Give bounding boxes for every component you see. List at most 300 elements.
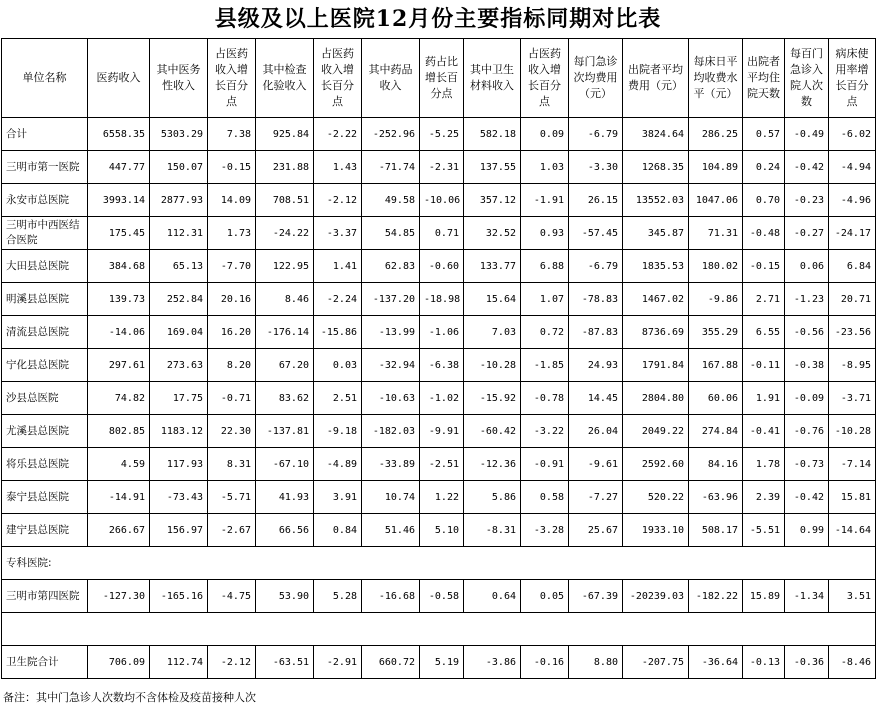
row-label: 明溪县总医院 — [2, 283, 88, 316]
cell-value: -15.86 — [314, 316, 362, 349]
empty-cell — [88, 613, 150, 646]
cell-value: 7.03 — [464, 316, 521, 349]
empty-cell — [150, 547, 208, 580]
cell-value: -1.91 — [521, 184, 569, 217]
cell-value: 167.88 — [689, 349, 743, 382]
cell-value: 357.12 — [464, 184, 521, 217]
row-label: 卫生院合计 — [2, 646, 88, 679]
empty-cell — [88, 547, 150, 580]
cell-value: 0.06 — [785, 250, 829, 283]
cell-value: -10.63 — [362, 382, 420, 415]
cell-value: -1.23 — [785, 283, 829, 316]
row-label: 三明市第一医院 — [2, 151, 88, 184]
cell-value: 708.51 — [256, 184, 314, 217]
empty-cell — [743, 547, 785, 580]
cell-value: 3993.14 — [88, 184, 150, 217]
cell-value: 252.84 — [150, 283, 208, 316]
cell-value: -23.56 — [829, 316, 876, 349]
cell-value: -12.36 — [464, 448, 521, 481]
cell-value: -0.49 — [785, 118, 829, 151]
cell-value: 104.89 — [689, 151, 743, 184]
cell-value: 133.77 — [464, 250, 521, 283]
empty-cell — [314, 613, 362, 646]
cell-value: -67.39 — [569, 580, 623, 613]
cell-value: 0.24 — [743, 151, 785, 184]
cell-value: -2.51 — [420, 448, 464, 481]
cell-value: 0.58 — [521, 481, 569, 514]
cell-value: -3.86 — [464, 646, 521, 679]
row-label: 宁化县总医院 — [2, 349, 88, 382]
empty-cell — [569, 547, 623, 580]
cell-value: 231.88 — [256, 151, 314, 184]
cell-value: 175.45 — [88, 217, 150, 250]
empty-cell — [521, 547, 569, 580]
cell-value: 4.59 — [88, 448, 150, 481]
cell-value: 150.07 — [150, 151, 208, 184]
cell-value: -10.28 — [829, 415, 876, 448]
cell-value: 0.84 — [314, 514, 362, 547]
cell-value: -8.46 — [829, 646, 876, 679]
table-row — [2, 415, 876, 448]
cell-value: 6.55 — [743, 316, 785, 349]
cell-value: -7.14 — [829, 448, 876, 481]
cell-value: -32.94 — [362, 349, 420, 382]
cell-value: -0.91 — [521, 448, 569, 481]
cell-value: -0.58 — [420, 580, 464, 613]
table-row — [2, 316, 876, 349]
cell-value: -2.91 — [314, 646, 362, 679]
column-header: 医药收入 — [88, 39, 150, 118]
cell-value: 2.51 — [314, 382, 362, 415]
cell-value: 3.51 — [829, 580, 876, 613]
cell-value: -3.37 — [314, 217, 362, 250]
cell-value: -10.06 — [420, 184, 464, 217]
cell-value: -182.22 — [689, 580, 743, 613]
cell-value: -176.14 — [256, 316, 314, 349]
empty-cell — [464, 547, 521, 580]
cell-value: 169.04 — [150, 316, 208, 349]
cell-value: -1.34 — [785, 580, 829, 613]
cell-value: -57.45 — [569, 217, 623, 250]
row-label: 三明市中西医结合医院 — [2, 217, 88, 250]
table-row — [2, 118, 876, 151]
cell-value: -14.64 — [829, 514, 876, 547]
empty-cell — [150, 613, 208, 646]
cell-value: -0.11 — [743, 349, 785, 382]
cell-value: 925.84 — [256, 118, 314, 151]
cell-value: -0.71 — [208, 382, 256, 415]
empty-cell — [2, 613, 88, 646]
row-label: 三明市第四医院 — [2, 580, 88, 613]
column-header: 单位名称 — [2, 39, 88, 118]
cell-value: 112.74 — [150, 646, 208, 679]
cell-value: 274.84 — [689, 415, 743, 448]
cell-value: -63.51 — [256, 646, 314, 679]
cell-value: 8.31 — [208, 448, 256, 481]
cell-value: -0.41 — [743, 415, 785, 448]
cell-value: 1.43 — [314, 151, 362, 184]
cell-value: 5.10 — [420, 514, 464, 547]
indicator-table — [1, 38, 876, 679]
cell-value: 15.64 — [464, 283, 521, 316]
cell-value: 1467.02 — [623, 283, 689, 316]
cell-value: -2.67 — [208, 514, 256, 547]
row-label: 清流县总医院 — [2, 316, 88, 349]
cell-value: -3.22 — [521, 415, 569, 448]
cell-value: -2.12 — [314, 184, 362, 217]
empty-cell — [420, 613, 464, 646]
cell-value: -15.92 — [464, 382, 521, 415]
cell-value: -2.24 — [314, 283, 362, 316]
cell-value: -9.91 — [420, 415, 464, 448]
cell-value: -6.79 — [569, 250, 623, 283]
cell-value: 6.88 — [521, 250, 569, 283]
cell-value: -9.61 — [569, 448, 623, 481]
empty-cell — [743, 613, 785, 646]
cell-value: 5.86 — [464, 481, 521, 514]
cell-value: 520.22 — [623, 481, 689, 514]
cell-value: -3.71 — [829, 382, 876, 415]
cell-value: -60.42 — [464, 415, 521, 448]
cell-value: -67.10 — [256, 448, 314, 481]
cell-value: 706.09 — [88, 646, 150, 679]
cell-value: 10.74 — [362, 481, 420, 514]
cell-value: 8.20 — [208, 349, 256, 382]
cell-value: 1933.10 — [623, 514, 689, 547]
cell-value: -0.15 — [208, 151, 256, 184]
cell-value: -0.42 — [785, 151, 829, 184]
cell-value: -2.31 — [420, 151, 464, 184]
footnote: 备注：其中门急诊人次数均不含体检及疫苗接种人次 — [3, 691, 256, 704]
cell-value: 2804.80 — [623, 382, 689, 415]
column-header: 其中卫生材料收入 — [464, 39, 521, 118]
header-row — [2, 39, 876, 118]
cell-value: -6.38 — [420, 349, 464, 382]
cell-value: -78.83 — [569, 283, 623, 316]
cell-value: -3.30 — [569, 151, 623, 184]
cell-value: 297.61 — [88, 349, 150, 382]
cell-value: 1835.53 — [623, 250, 689, 283]
cell-value: 16.20 — [208, 316, 256, 349]
empty-cell — [689, 613, 743, 646]
cell-value: 24.93 — [569, 349, 623, 382]
cell-value: 156.97 — [150, 514, 208, 547]
cell-value: 8.80 — [569, 646, 623, 679]
cell-value: 22.30 — [208, 415, 256, 448]
cell-value: 139.73 — [88, 283, 150, 316]
cell-value: 62.83 — [362, 250, 420, 283]
cell-value: 60.06 — [689, 382, 743, 415]
table-row — [2, 217, 876, 250]
cell-value: 0.57 — [743, 118, 785, 151]
cell-value: 53.90 — [256, 580, 314, 613]
cell-value: -0.38 — [785, 349, 829, 382]
cell-value: 122.95 — [256, 250, 314, 283]
cell-value: -127.30 — [88, 580, 150, 613]
cell-value: -71.74 — [362, 151, 420, 184]
cell-value: 384.68 — [88, 250, 150, 283]
cell-value: 137.55 — [464, 151, 521, 184]
table-row — [2, 250, 876, 283]
cell-value: 5.28 — [314, 580, 362, 613]
spacer-row — [2, 613, 876, 646]
column-header: 其中检查化验收入 — [256, 39, 314, 118]
cell-value: 0.05 — [521, 580, 569, 613]
empty-cell — [362, 613, 420, 646]
empty-cell — [785, 547, 829, 580]
row-label: 合计 — [2, 118, 88, 151]
cell-value: -2.22 — [314, 118, 362, 151]
empty-cell — [314, 547, 362, 580]
cell-value: 2.71 — [743, 283, 785, 316]
cell-value: 2.39 — [743, 481, 785, 514]
cell-value: 20.16 — [208, 283, 256, 316]
column-header: 其中医务性收入 — [150, 39, 208, 118]
cell-value: 0.72 — [521, 316, 569, 349]
empty-cell — [464, 613, 521, 646]
cell-value: -14.91 — [88, 481, 150, 514]
cell-value: 0.99 — [785, 514, 829, 547]
table-row — [2, 283, 876, 316]
table-row — [2, 382, 876, 415]
cell-value: 51.46 — [362, 514, 420, 547]
row-label: 大田县总医院 — [2, 250, 88, 283]
cell-value: 66.56 — [256, 514, 314, 547]
empty-cell — [208, 613, 256, 646]
cell-value: 1.07 — [521, 283, 569, 316]
row-label: 沙县总医院 — [2, 382, 88, 415]
cell-value: -63.96 — [689, 481, 743, 514]
column-header: 占医药收入增长百分点 — [208, 39, 256, 118]
cell-value: -1.02 — [420, 382, 464, 415]
cell-value: -0.23 — [785, 184, 829, 217]
cell-value: -0.13 — [743, 646, 785, 679]
cell-value: -10.28 — [464, 349, 521, 382]
cell-value: 49.58 — [362, 184, 420, 217]
cell-value: -24.22 — [256, 217, 314, 250]
cell-value: 0.71 — [420, 217, 464, 250]
cell-value: 1.78 — [743, 448, 785, 481]
cell-value: 74.82 — [88, 382, 150, 415]
empty-cell — [521, 613, 569, 646]
table-row — [2, 151, 876, 184]
cell-value: 14.45 — [569, 382, 623, 415]
cell-value: 8.46 — [256, 283, 314, 316]
row-label: 建宁县总医院 — [2, 514, 88, 547]
specialty-hospital-row — [2, 580, 876, 613]
cell-value: -5.25 — [420, 118, 464, 151]
empty-cell — [785, 613, 829, 646]
cell-value: 3824.64 — [623, 118, 689, 151]
cell-value: -0.09 — [785, 382, 829, 415]
cell-value: -2.12 — [208, 646, 256, 679]
row-label: 尤溪县总医院 — [2, 415, 88, 448]
cell-value: 26.15 — [569, 184, 623, 217]
cell-value: -252.96 — [362, 118, 420, 151]
cell-value: -4.89 — [314, 448, 362, 481]
empty-cell — [569, 613, 623, 646]
cell-value: -33.89 — [362, 448, 420, 481]
empty-cell — [256, 613, 314, 646]
cell-value: 26.04 — [569, 415, 623, 448]
cell-value: -137.20 — [362, 283, 420, 316]
cell-value: -0.73 — [785, 448, 829, 481]
cell-value: 83.62 — [256, 382, 314, 415]
cell-value: -20239.03 — [623, 580, 689, 613]
table-row — [2, 514, 876, 547]
cell-value: -0.78 — [521, 382, 569, 415]
cell-value: 14.09 — [208, 184, 256, 217]
cell-value: 25.67 — [569, 514, 623, 547]
cell-value: 0.70 — [743, 184, 785, 217]
column-header: 每百门急诊入院人次数 — [785, 39, 829, 118]
cell-value: 355.29 — [689, 316, 743, 349]
cell-value: 1047.06 — [689, 184, 743, 217]
cell-value: -18.98 — [420, 283, 464, 316]
cell-value: 1791.84 — [623, 349, 689, 382]
cell-value: 345.87 — [623, 217, 689, 250]
cell-value: 286.25 — [689, 118, 743, 151]
cell-value: -0.48 — [743, 217, 785, 250]
column-header: 其中药品收入 — [362, 39, 420, 118]
cell-value: -36.64 — [689, 646, 743, 679]
cell-value: -8.95 — [829, 349, 876, 382]
cell-value: 71.31 — [689, 217, 743, 250]
cell-value: 54.85 — [362, 217, 420, 250]
cell-value: 8736.69 — [623, 316, 689, 349]
cell-value: -4.94 — [829, 151, 876, 184]
cell-value: -207.75 — [623, 646, 689, 679]
empty-cell — [829, 613, 876, 646]
cell-value: 1.73 — [208, 217, 256, 250]
cell-value: 67.20 — [256, 349, 314, 382]
row-label: 泰宁县总医院 — [2, 481, 88, 514]
cell-value: 117.93 — [150, 448, 208, 481]
cell-value: 3.91 — [314, 481, 362, 514]
cell-value: 2049.22 — [623, 415, 689, 448]
table-row — [2, 448, 876, 481]
cell-value: -1.85 — [521, 349, 569, 382]
cell-value: -5.71 — [208, 481, 256, 514]
cell-value: -0.60 — [420, 250, 464, 283]
empty-cell — [689, 547, 743, 580]
cell-value: -0.15 — [743, 250, 785, 283]
cell-value: -6.02 — [829, 118, 876, 151]
cell-value: 41.93 — [256, 481, 314, 514]
cell-value: 447.77 — [88, 151, 150, 184]
column-header: 每门急诊次均费用（元） — [569, 39, 623, 118]
cell-value: 0.03 — [314, 349, 362, 382]
empty-cell — [829, 547, 876, 580]
cell-value: 802.85 — [88, 415, 150, 448]
empty-cell — [362, 547, 420, 580]
cell-value: -0.36 — [785, 646, 829, 679]
cell-value: 1.22 — [420, 481, 464, 514]
cell-value: 1.41 — [314, 250, 362, 283]
table-title: 县级及以上医院12月份主要指标同期对比表 — [214, 6, 662, 32]
cell-value: -16.68 — [362, 580, 420, 613]
cell-value: -4.96 — [829, 184, 876, 217]
column-header: 每床日平均收费水平（元） — [689, 39, 743, 118]
column-header: 出院者平均费用（元） — [623, 39, 689, 118]
cell-value: 32.52 — [464, 217, 521, 250]
cell-value: 2877.93 — [150, 184, 208, 217]
cell-value: 84.16 — [689, 448, 743, 481]
column-header: 占医药收入增长百分点 — [314, 39, 362, 118]
row-label: 永安市总医院 — [2, 184, 88, 217]
cell-value: 508.17 — [689, 514, 743, 547]
cell-value: 1.03 — [521, 151, 569, 184]
cell-value: 273.63 — [150, 349, 208, 382]
section-row — [2, 547, 876, 580]
cell-value: -9.18 — [314, 415, 362, 448]
cell-value: -13.99 — [362, 316, 420, 349]
cell-value: -137.81 — [256, 415, 314, 448]
cell-value: -73.43 — [150, 481, 208, 514]
cell-value: 2592.60 — [623, 448, 689, 481]
cell-value: 0.93 — [521, 217, 569, 250]
cell-value: -3.28 — [521, 514, 569, 547]
cell-value: -0.16 — [521, 646, 569, 679]
cell-value: -0.42 — [785, 481, 829, 514]
cell-value: 20.71 — [829, 283, 876, 316]
cell-value: 65.13 — [150, 250, 208, 283]
cell-value: -6.79 — [569, 118, 623, 151]
column-header: 药占比增长百分点 — [420, 39, 464, 118]
cell-value: 112.31 — [150, 217, 208, 250]
empty-cell — [208, 547, 256, 580]
empty-cell — [256, 547, 314, 580]
cell-value: -1.06 — [420, 316, 464, 349]
cell-value: 180.02 — [689, 250, 743, 283]
cell-value: -7.27 — [569, 481, 623, 514]
cell-value: 266.67 — [88, 514, 150, 547]
table-row — [2, 184, 876, 217]
township-total-row — [2, 646, 876, 679]
empty-cell — [420, 547, 464, 580]
table-row — [2, 349, 876, 382]
empty-cell — [623, 547, 689, 580]
cell-value: 1183.12 — [150, 415, 208, 448]
cell-value: 0.64 — [464, 580, 521, 613]
cell-value: 13552.03 — [623, 184, 689, 217]
cell-value: -24.17 — [829, 217, 876, 250]
cell-value: -165.16 — [150, 580, 208, 613]
cell-value: -8.31 — [464, 514, 521, 547]
cell-value: -182.03 — [362, 415, 420, 448]
cell-value: -7.70 — [208, 250, 256, 283]
cell-value: -87.83 — [569, 316, 623, 349]
table-row — [2, 481, 876, 514]
cell-value: -14.06 — [88, 316, 150, 349]
cell-value: -0.27 — [785, 217, 829, 250]
cell-value: -0.76 — [785, 415, 829, 448]
cell-value: 0.09 — [521, 118, 569, 151]
cell-value: 6558.35 — [88, 118, 150, 151]
cell-value: -0.56 — [785, 316, 829, 349]
section-label: 专科医院: — [2, 547, 88, 580]
cell-value: 17.75 — [150, 382, 208, 415]
cell-value: 15.89 — [743, 580, 785, 613]
row-label: 将乐县总医院 — [2, 448, 88, 481]
cell-value: -5.51 — [743, 514, 785, 547]
cell-value: 6.84 — [829, 250, 876, 283]
cell-value: 7.38 — [208, 118, 256, 151]
column-header: 出院者平均住院天数 — [743, 39, 785, 118]
cell-value: 1268.35 — [623, 151, 689, 184]
cell-value: 660.72 — [362, 646, 420, 679]
cell-value: 582.18 — [464, 118, 521, 151]
